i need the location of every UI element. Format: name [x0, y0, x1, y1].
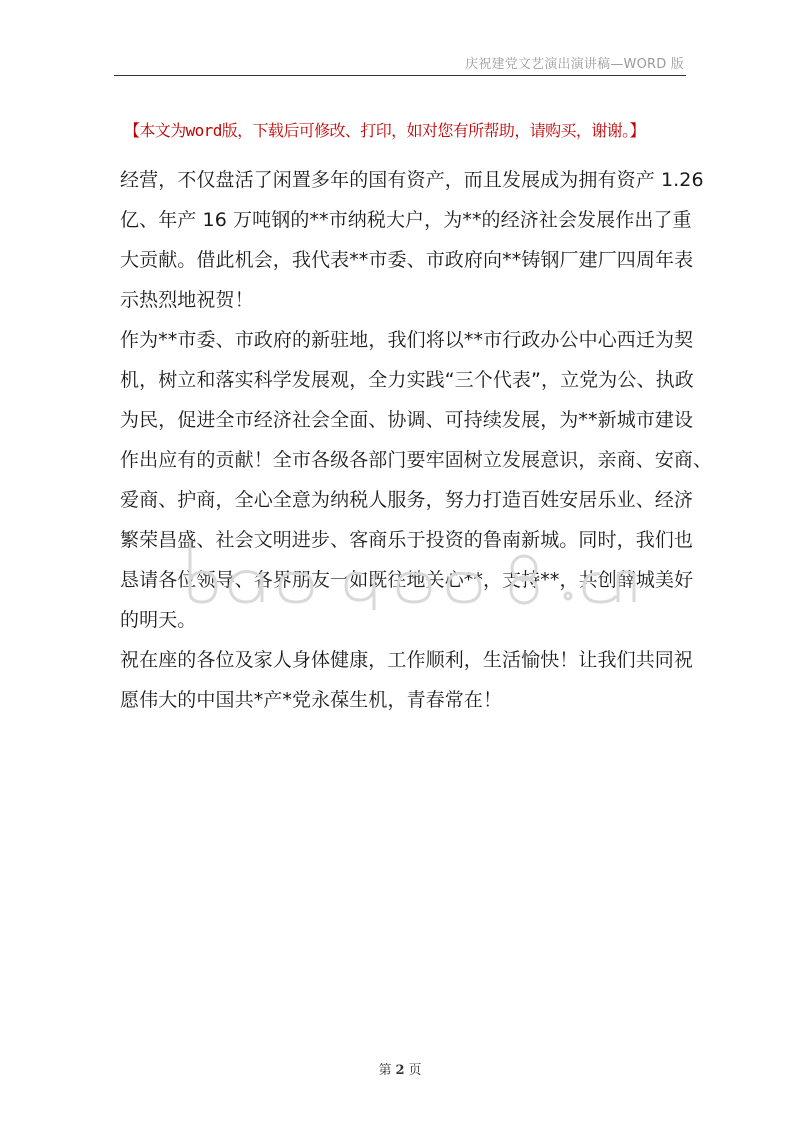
text-line: 示热烈地祝贺！	[120, 289, 254, 311]
paragraph-3	[120, 640, 694, 720]
text-line: 的明天。	[120, 609, 197, 631]
text-line: 恳请各位领导、各界朋友一如既往地关心**，支持**，共创薛城美好	[120, 569, 694, 591]
page-footer	[0, 1059, 800, 1078]
text-line: 繁荣昌盛、社会文明进步、客商乐于投资的鲁南新城。同时，我们也	[120, 529, 694, 551]
text-line: 大贡献。借此机会，我代表**市委、市政府向**铸钢厂建厂四周年表	[120, 249, 694, 271]
text-line: 祝在座的各位及家人身体健康，工作顺利，生活愉快！让我们共同祝	[120, 649, 694, 671]
purchase-notice: 【本文为word版，下载后可修改、打印，如对您有所帮助，请购买，谢谢。】	[124, 121, 645, 140]
header-rule	[114, 75, 686, 76]
text-line: 作为**市委、市政府的新驻地，我们将以**市行政办公中心西迁为契	[120, 329, 694, 351]
footer-prefix: 第	[378, 1063, 392, 1078]
text-line: 为民，促进全市经济社会全面、协调、可持续发展，为**新城市建设	[120, 409, 694, 431]
paragraph-1	[120, 160, 704, 320]
text-line: 爱商、护商，全心全意为纳税人服务，努力打造百姓安居乐业、经济	[120, 489, 694, 511]
footer-suffix: 页	[408, 1063, 422, 1078]
text-line: 亿、年产 16 万吨钢的**市纳税大户，为**的经济社会发展作出了重	[120, 209, 692, 231]
running-header: 庆祝建党文艺演出演讲稿—WORD 版	[465, 57, 684, 72]
body-text	[120, 160, 713, 720]
text-line: 作出应有的贡献！全市各级各部门要牢固树立发展意识，亲商、安商、	[120, 449, 713, 471]
text-line: 愿伟大的中国共*产*党永葆生机，青春常在！	[120, 689, 503, 711]
text-line: 机，树立和落实科学发展观，全力实践“三个代表”，立党为公、执政	[120, 369, 694, 391]
page-number: 2	[395, 1063, 405, 1078]
text-line: 经营，不仅盘活了闲置多年的国有资产，而且发展成为拥有资产 1.26	[120, 169, 704, 191]
paragraph-2	[120, 320, 713, 640]
